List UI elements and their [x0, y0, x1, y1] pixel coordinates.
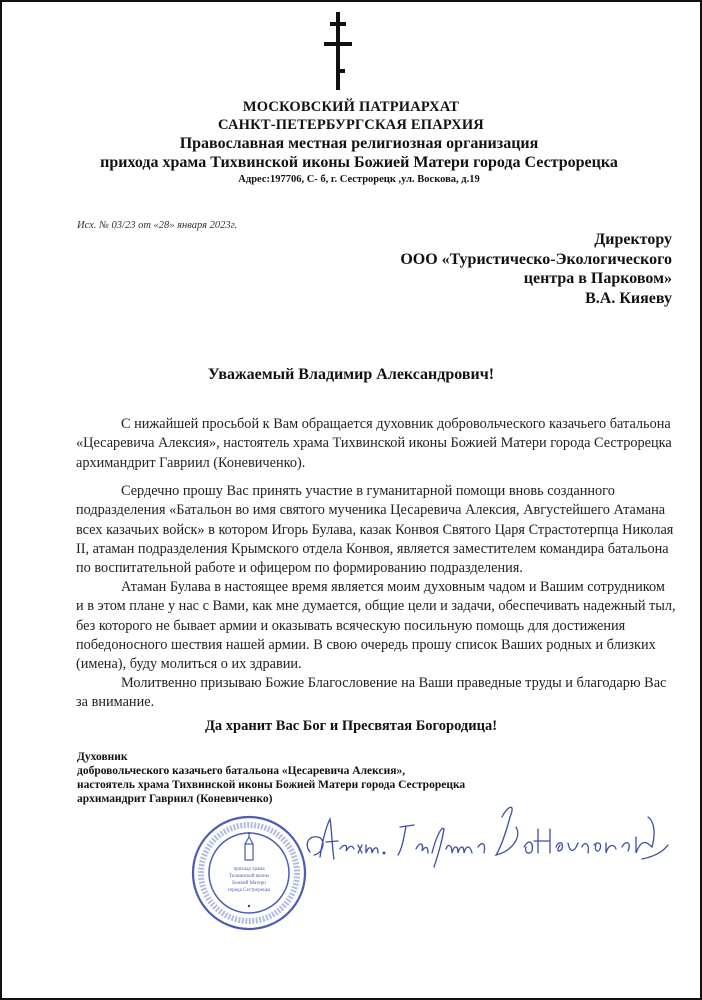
addressee-org-1: ООО «Туристическо-Экологического — [400, 250, 672, 268]
header-address: Адрес:197706, С- б, г. Сестрорецк ,ул. Воскова, д.19 — [238, 174, 480, 185]
header-parish: прихода храма Тихвинской иконы Божией Матери города Сестрорецка — [100, 154, 618, 171]
handwritten-signature — [302, 797, 682, 872]
addressee-title: Директору — [594, 231, 672, 248]
header-patriarchate: МОСКОВСКИЙ ПАТРИАРХАТ — [242, 99, 460, 115]
body-paragraph-1: С нижайшей просьбой к Вам обращается духовник добровольческого казачьего батальона «Цесаревича Алексия», настоятель храма Тихвинской иконы Божией Матери города Сестрорецка архимандрит Гавриил (Коневиченко). — [76, 416, 672, 471]
salutation: Уважаемый Владимир Александрович! — [207, 366, 495, 383]
signatory-line-4: архимандрит Гавриил (Коневиченко) — [77, 793, 273, 805]
closing-blessing: Да хранит Вас Бог и Пресвятая Богородица! — [204, 718, 498, 734]
outgoing-reference: Исх. № 03/23 от «28» января 2023г. — [77, 220, 238, 231]
signatory-line-2: добровольческого казачьего батальона «Цесаревича Алексия», — [77, 765, 406, 777]
body-paragraph-3: Атаман Булава в настоящее время является моим духовным чадом и Вашим сотрудником и в этом плане у нас с Вами, как мне думается, общие цели и задачи, обеспечивать надежный тыл, без которого не бывает армии и оказывать всяческую посильную помощь для достижения победоносного шествия нашей армии. В свою очередь прошу список Ваших родных и близких (имена), буду молиться о их здравии. — [76, 579, 676, 673]
addressee-org-2: центра в Парковом» — [523, 270, 672, 287]
body-paragraph-4: Молитвенно призываю Божие Благословение на Ваши праведные труды и благодарю Вас за внимание. — [76, 675, 667, 711]
seal-text-4: города Сестрорецка — [227, 888, 271, 893]
seal-text-3: Божией Матери — [232, 881, 266, 886]
seal-text-2: Тихвинской иконы — [228, 874, 270, 879]
addressee-name: В.А. Кияеву — [585, 289, 672, 307]
church-seal-icon — [190, 814, 308, 932]
orthodox-cross-icon — [324, 12, 352, 92]
body-paragraph-2: Сердечно прошу Вас принять участие в гуманитарной помощи вновь созданного подразделения «Батальон во имя святого мученика Цесаревича Алексия, Августейшего Атамана всех казачьих войск» в котором Игорь Булава, казак Конвоя Святого Царя Страстотерпца Николая II, атаман подразделения Крымского отдела Конвоя, является заместителем командира батальона по воспитательной работе и офицером по формированию подразделения. — [76, 483, 674, 577]
seal-text-1: прихода храма — [233, 867, 265, 872]
header-organization: Православная местная религиозная организация — [179, 135, 539, 152]
addressee-block — [400, 230, 672, 308]
signatory-line-3: настоятель храма Тихвинской иконы Божией Матери города Сестрорецка — [77, 779, 466, 791]
signatory-line-1: Духовник — [77, 751, 128, 763]
header-eparchy: САНКТ-ПЕТЕРБУРГСКАЯ ЕПАРХИЯ — [218, 117, 484, 133]
